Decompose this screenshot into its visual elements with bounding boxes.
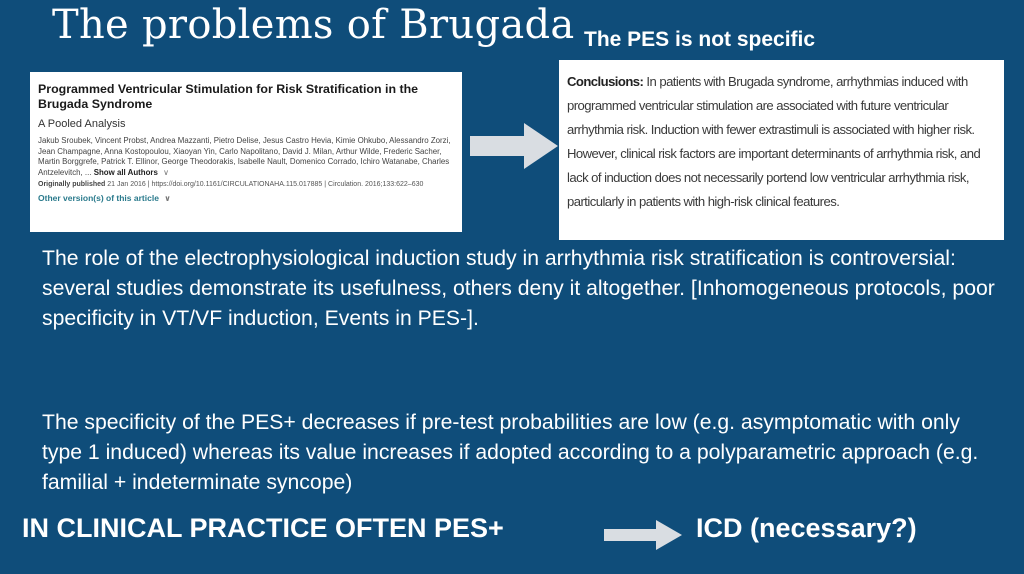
paper-subtitle: A Pooled Analysis xyxy=(38,118,126,130)
authors-list: Jakub Sroubek, Vincent Probst, Andrea Mazzanti, Pietro Delise, Jesus Castro Hevia, Kimie Ohkubo, Alessandro Zorzi, Jean Champagne, Anna Kostopoulou, Xiaoyan Yin, Carlo Napolitano, David J. Milan, Arthur Wilde, Frederic Sacher, Martin Borggrefe, Patrick T. Ellinor, George Theodorakis, Isabelle Nault, Domenico Corrado, Ichiro Watanabe, Charles Antzelevitch, ... xyxy=(38,136,451,177)
paper-authors xyxy=(38,136,454,178)
paper-title: Programmed Ventricular Stimulation for Risk Stratification in the Brugada Syndrome xyxy=(38,82,419,111)
show-all-authors-link[interactable]: Show all Authors xyxy=(93,167,158,177)
chevron-down-icon: ∨ xyxy=(164,194,171,204)
slide-title: The problems of Brugada xyxy=(52,2,575,48)
chevron-down-icon: ∨ xyxy=(163,167,169,177)
conclusion-label: Conclusions: xyxy=(567,74,644,89)
clinical-practice-statement: IN CLINICAL PRACTICE OFTEN PES+ xyxy=(22,513,504,543)
conclusion-text: In patients with Brugada syndrome, arrhythmias induced with programmed ventricular stimulation are associated with future ventricular arrhythmia risk. Induction with fewer extrastimuli is associated with higher risk. However, clinical risk factors are important determinants of arrhythmia risk, and lack of induction does not necessarily portend low ventricular arrhythmia risk, particularly in patients with high-risk clinical features. xyxy=(567,74,981,209)
icd-statement: ICD (necessary?) xyxy=(696,513,917,543)
right-arrow-icon xyxy=(470,123,558,169)
pes-heading: The PES is not specific xyxy=(584,28,816,51)
other-versions-label: Other version(s) of this article xyxy=(38,193,159,204)
body-paragraph-1: The role of the electrophysiological induction study in arrhythmia risk stratification is controversial: several studies demonstrate its usefulness, others deny it altogether. [Inhomogeneous protocols, poor specificity in VT/VF induction, Events in PES-]. xyxy=(42,247,995,330)
right-arrow-icon xyxy=(604,520,682,550)
conclusion-excerpt xyxy=(559,60,1004,240)
published-label: Originally published xyxy=(38,181,106,189)
body-paragraph-2: The specificity of the PES+ decreases if pre-test probabilities are low (e.g. asymptomatic with only type 1 induced) whereas its value increases if adopted according to a polyparametric approach (e.g. familial + indeterminate syncope) xyxy=(42,411,979,494)
other-versions-link[interactable] xyxy=(38,193,454,203)
paper-meta xyxy=(38,181,454,188)
paper-screenshot-card xyxy=(30,72,462,232)
publication-details: 21 Jan 2016 | https://doi.org/10.1161/CIRCULATIONAHA.115.017885 | Circulation. 2016;133:622–630 xyxy=(107,181,424,189)
